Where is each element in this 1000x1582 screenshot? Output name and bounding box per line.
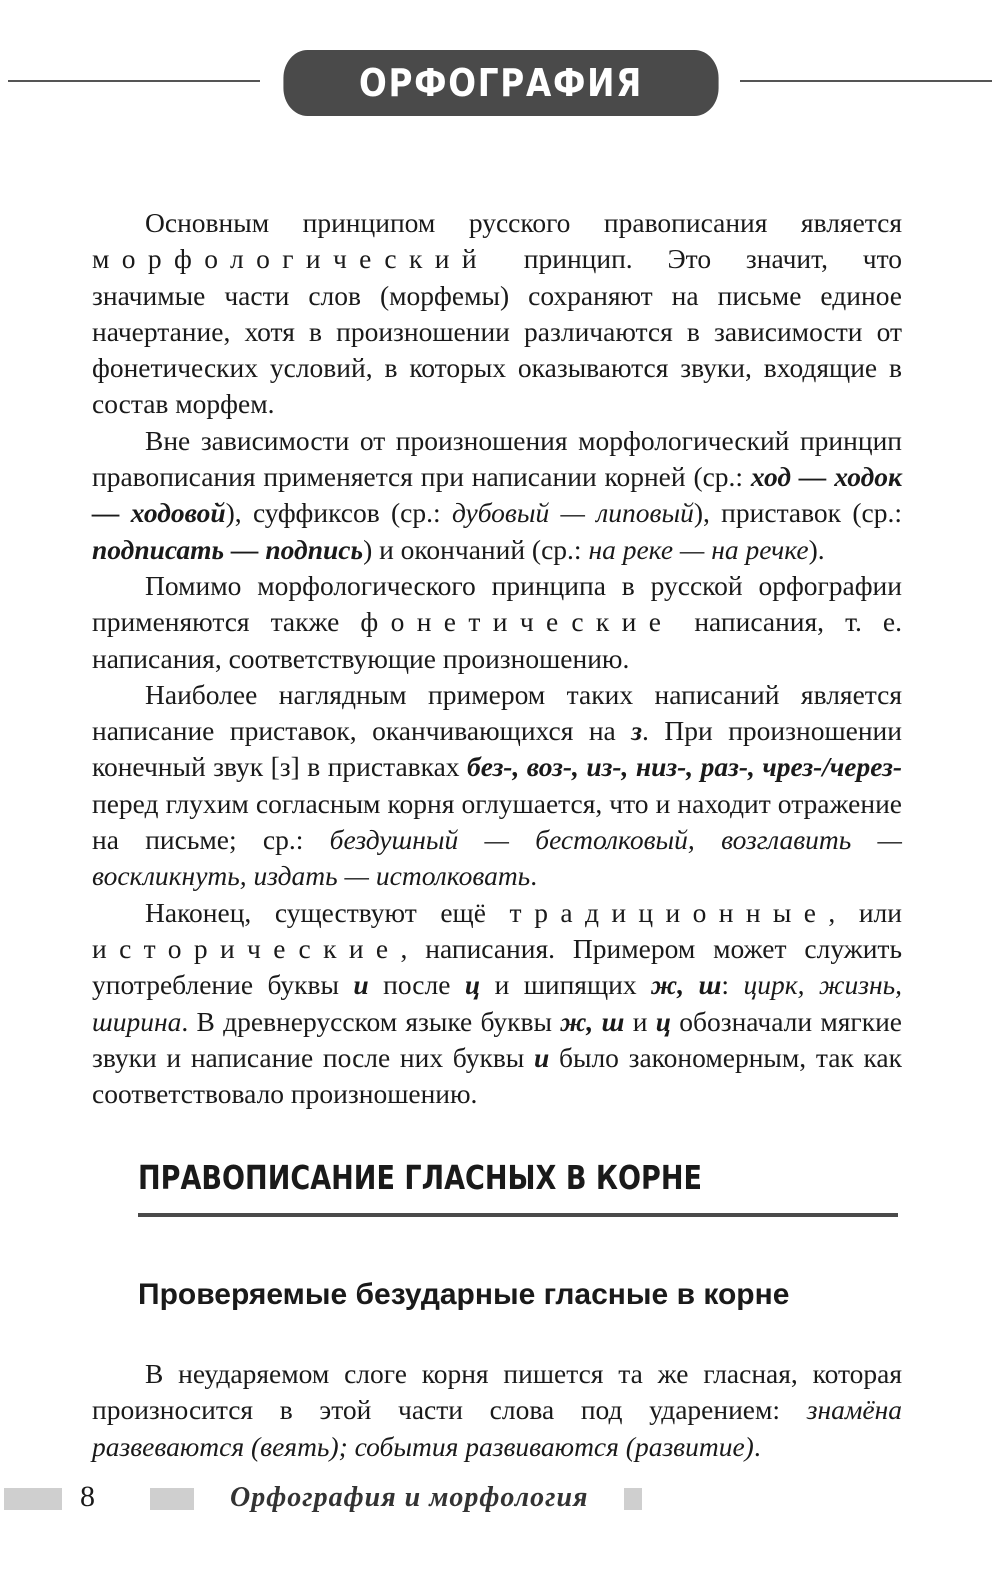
letter: ж, ш [560,1005,625,1037]
paragraph-2 [92,423,902,568]
text: ). [808,533,825,565]
text: : [721,969,744,1001]
text: Наконец, существуют ещё [145,896,510,928]
example: подписать — подпись [92,533,364,565]
example: ход — ходок — ходовой [92,461,902,529]
text: , написания. Примером может служить употребление буквы [92,932,902,1001]
text: . При произношении конечный звук [з] в приставках [92,715,902,783]
main-text [92,205,902,1112]
text: . В древнерусском языке буквы [181,1005,561,1037]
text: ), суффиксов (ср.: [225,497,452,529]
example: на реке — на речке [588,533,809,565]
text: принцип. Это значит, что значимые части слов (морфемы) сохраняют на письме единое начертание, хотя в произношении различаются в зависимости от фонетических условий, в которых оказываются звуки, входящие в состав морфем. [92,243,902,420]
subsection-title: Проверяемые безударные гласные в корне [138,1278,790,1311]
letter: ц [655,1005,671,1037]
footer-decor-right [624,1488,642,1510]
text: ) и окончаний (ср.: [363,533,589,565]
text: было закономерным, так как соответствовало произношению. [92,1041,902,1110]
subsection-text [92,1356,902,1465]
text: . [753,1430,761,1462]
running-title: Орфография и морфология [230,1482,589,1513]
paragraph-4 [92,677,902,895]
section-rule [138,1213,898,1217]
example: дубовый — липовый [451,497,694,529]
paragraph-5 [92,895,902,1113]
text: перед глухим согласным корня оглушается, что и находит отражение на письме; ср.: [92,787,902,856]
header-rule-right [740,80,992,82]
paragraph-1 [92,205,902,423]
text: Вне зависимости от произношения морфологический принцип правописания применяется при написании корней (ср.: [92,424,902,493]
spaced-term: фонетические [360,606,674,638]
text: Основным принципом русского правописания является [145,207,902,238]
text: . [530,860,538,892]
spaced-term: морфологический [92,243,489,275]
text: обозначали мягкие звуки и написание после них буквы [92,1005,902,1073]
text: Помимо морфологического принципа в русской орфографии применяются также [92,569,902,638]
letter: и [353,969,369,1001]
example: цирк, жизнь, ширина [92,969,902,1037]
text: Наиболее наглядным примером таких написаний является написание приставок, оканчивающихся на [92,678,902,747]
spaced-term: традиционные [509,896,829,928]
page-number: 8 [80,1480,95,1513]
text: и шипящих [480,969,652,1001]
header-rule-left [8,80,260,82]
paragraph-3 [92,568,902,677]
letter: з [631,715,642,747]
text: ), приставок (ср.: [693,497,902,529]
letter: ц [464,969,481,1001]
paragraph-6 [92,1356,902,1465]
text: написания, т. е. написания, соответствующие произношению. [92,606,903,674]
example: знамёна развеваются (веять); события развиваются (развитие) [92,1394,902,1462]
letter: и [533,1041,550,1073]
footer-decor-mid [150,1488,194,1510]
section-title: ПРАВОПИСАНИЕ ГЛАСНЫХ В КОРНЕ [138,1158,702,1197]
prefix-list: без-, воз-, из-, низ-, раз-, чрез-/через- [467,751,902,783]
spaced-term: исторические [92,932,401,964]
text: , или [828,896,902,928]
footer-decor-left [4,1488,62,1510]
chapter-title: ОРФОГРАФИЯ [283,50,718,116]
text: В неударяемом слоге корня пишется та же гласная, которая произносится в этой части слова под ударением: [92,1358,902,1426]
text: и [624,1005,656,1037]
text: после [368,969,465,1001]
example: бездушный — бестолковый, возглавить — воскликнуть, издать — истолковать [92,824,903,892]
letter: ж, ш [651,969,722,1001]
